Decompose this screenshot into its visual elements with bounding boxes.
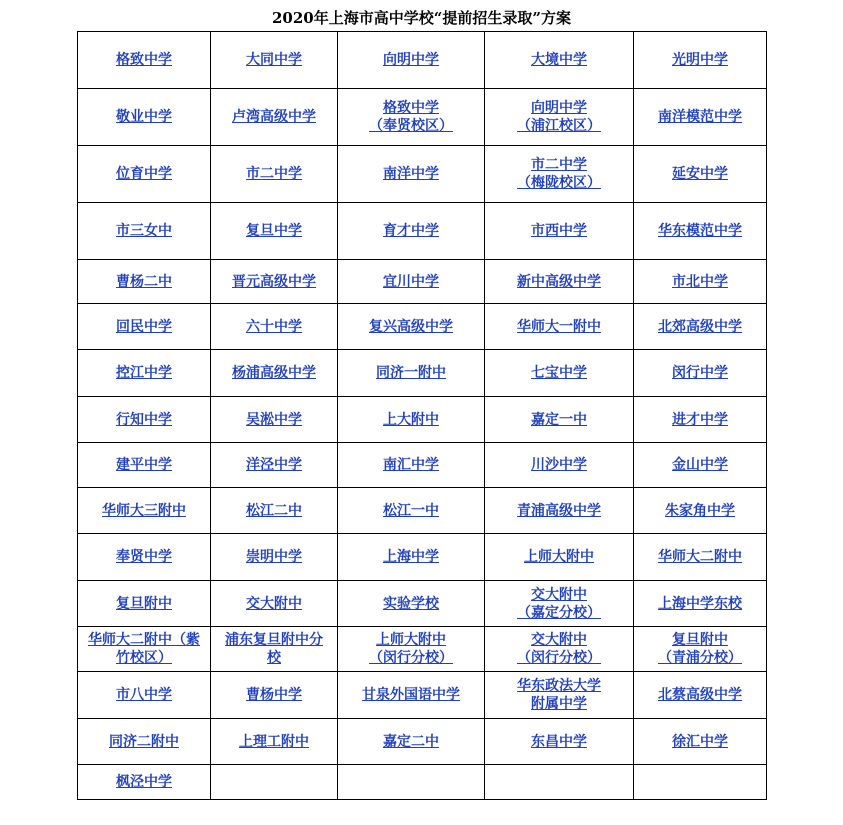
school-name-line: 回民中学 — [116, 318, 172, 335]
school-link[interactable] — [80, 631, 208, 667]
school-link[interactable] — [487, 502, 631, 520]
school-link[interactable] — [80, 456, 208, 474]
school-name-line: （青浦分校） — [658, 650, 742, 666]
school-name-line: 上海中学 — [383, 549, 439, 565]
table-cell — [211, 672, 338, 719]
page-title: 2020年上海市高中学校“提前招生录取”方案 — [271, 9, 571, 27]
school-link[interactable] — [636, 108, 764, 126]
school-name-line: 市八中学 — [116, 687, 172, 703]
table-row — [78, 719, 767, 765]
table-cell — [211, 397, 338, 443]
school-link[interactable] — [80, 502, 208, 520]
school-name-line: 上理工附中 — [239, 733, 309, 750]
school-table — [77, 31, 767, 800]
school-name-line: （浦江校区） — [517, 118, 601, 134]
table-cell — [338, 581, 485, 627]
school-name-line: 同济一附中 — [376, 365, 446, 381]
table-cell — [211, 534, 338, 581]
table-cell — [634, 350, 767, 397]
school-name-line: 复旦附中 — [116, 595, 172, 612]
school-name-line: 曹杨二中 — [116, 273, 172, 290]
school-name-line: 建平中学 — [116, 457, 172, 473]
school-name-line: 市三女中 — [116, 223, 172, 239]
school-link[interactable] — [340, 502, 482, 520]
school-name-line: （闵行分校） — [369, 650, 453, 666]
table-cell — [634, 488, 767, 534]
table-cell — [211, 443, 338, 488]
table-cell — [485, 304, 634, 350]
school-link[interactable] — [80, 273, 208, 291]
school-link[interactable] — [636, 548, 764, 566]
school-link[interactable] — [80, 733, 208, 751]
table-cell — [338, 350, 485, 397]
school-link[interactable] — [80, 595, 208, 613]
table-cell — [338, 203, 485, 260]
school-name-line: 南洋模范中学 — [658, 109, 742, 125]
school-link[interactable] — [80, 364, 208, 382]
school-name-line: （闵行分校） — [517, 650, 601, 666]
school-link[interactable] — [636, 686, 764, 704]
school-name-line: 青浦高级中学 — [517, 502, 601, 519]
school-name-line: 市二中学 — [531, 157, 587, 173]
school-name-line: 甘泉外国语中学 — [362, 687, 460, 703]
school-link[interactable] — [636, 502, 764, 520]
table-row — [78, 89, 767, 146]
school-name-line: 华东政法大学 — [517, 678, 601, 694]
table-cell — [634, 534, 767, 581]
table-row — [78, 765, 767, 800]
school-link[interactable] — [80, 686, 208, 704]
table-cell — [78, 443, 211, 488]
table-cell — [485, 581, 634, 627]
school-link[interactable] — [340, 318, 482, 336]
school-link[interactable] — [80, 51, 208, 69]
school-name-line: 宜川中学 — [383, 273, 439, 290]
table-row — [78, 488, 767, 534]
school-link[interactable] — [487, 364, 631, 382]
school-name-line: 控江中学 — [116, 365, 172, 381]
school-link[interactable] — [487, 677, 631, 713]
table-cell — [338, 32, 485, 89]
table-cell — [338, 765, 485, 800]
school-name-line: 进才中学 — [672, 411, 728, 428]
table-cell — [338, 146, 485, 203]
table-cell — [634, 89, 767, 146]
table-cell — [211, 627, 338, 672]
table-cell — [485, 146, 634, 203]
school-name-line: 实验学校 — [383, 595, 439, 612]
school-link[interactable] — [340, 456, 482, 474]
school-link[interactable] — [80, 222, 208, 240]
school-name-line: 卢湾高级中学 — [232, 109, 316, 125]
school-link[interactable] — [213, 631, 335, 667]
school-name-line: 曹杨中学 — [246, 687, 302, 703]
school-name-line: 交大附中 — [531, 632, 587, 648]
school-name-line: 校 — [267, 650, 281, 666]
school-name-line: 松江二中 — [246, 502, 302, 519]
table-cell — [338, 672, 485, 719]
table-cell — [78, 397, 211, 443]
school-link[interactable] — [340, 548, 482, 566]
table-cell — [78, 304, 211, 350]
table-cell — [485, 350, 634, 397]
school-link[interactable] — [80, 411, 208, 429]
school-link[interactable] — [487, 631, 631, 667]
school-name-line: 光明中学 — [672, 52, 728, 68]
table-cell — [485, 765, 634, 800]
table-cell — [485, 534, 634, 581]
school-name-line: 金山中学 — [672, 457, 728, 473]
school-name-line: 市西中学 — [531, 223, 587, 239]
table-row — [78, 443, 767, 488]
school-link[interactable] — [340, 631, 482, 667]
school-link[interactable] — [213, 273, 335, 291]
table-cell — [78, 146, 211, 203]
school-link[interactable] — [636, 318, 764, 336]
school-link[interactable] — [213, 222, 335, 240]
school-link[interactable] — [213, 165, 335, 183]
table-cell — [211, 581, 338, 627]
school-name-line: 大同中学 — [246, 52, 302, 68]
school-link[interactable] — [487, 318, 631, 336]
school-name-line: 上师大附中 — [376, 632, 446, 648]
school-name-line: 交大附中 — [531, 586, 587, 603]
school-name-line: 上大附中 — [383, 411, 439, 428]
school-link[interactable] — [80, 165, 208, 183]
school-link[interactable] — [340, 733, 482, 751]
table-cell — [485, 719, 634, 765]
school-link[interactable] — [213, 411, 335, 429]
school-link[interactable] — [340, 165, 482, 183]
table-row — [78, 397, 767, 443]
school-link[interactable] — [213, 364, 335, 382]
school-link[interactable] — [636, 733, 764, 751]
table-cell — [634, 304, 767, 350]
table-cell — [78, 32, 211, 89]
table-cell — [338, 304, 485, 350]
school-link[interactable] — [340, 595, 482, 613]
school-name-line: 崇明中学 — [246, 549, 302, 565]
school-name-line: 南汇中学 — [383, 457, 439, 473]
school-name-line: 同济二附中 — [109, 733, 179, 750]
school-name-line: 延安中学 — [672, 166, 728, 182]
table-cell — [78, 765, 211, 800]
school-link[interactable] — [213, 318, 335, 336]
school-name-line: 格致中学 — [383, 100, 439, 116]
school-link[interactable] — [340, 686, 482, 704]
school-name-line: 大境中学 — [531, 52, 587, 68]
school-name-line: 交大附中 — [246, 595, 302, 612]
school-name-line: 向明中学 — [383, 52, 439, 68]
school-link[interactable] — [487, 586, 631, 622]
table-cell — [211, 89, 338, 146]
table-row — [78, 304, 767, 350]
school-link[interactable] — [213, 456, 335, 474]
table-row — [78, 627, 767, 672]
school-name-line: 复旦中学 — [246, 223, 302, 239]
table-cell — [485, 203, 634, 260]
table-cell — [634, 397, 767, 443]
table-cell — [634, 146, 767, 203]
school-name-line: 闵行中学 — [672, 365, 728, 381]
school-link[interactable] — [636, 411, 764, 429]
school-link[interactable] — [340, 222, 482, 240]
school-name-line: 枫泾中学 — [116, 774, 172, 790]
table-cell — [211, 765, 338, 800]
table-cell — [78, 203, 211, 260]
table-cell — [211, 719, 338, 765]
table-cell — [78, 581, 211, 627]
school-name-line: 华师大二附中（紫 — [88, 632, 200, 648]
school-name-line: 晋元高级中学 — [232, 273, 316, 290]
table-cell — [211, 203, 338, 260]
school-link[interactable] — [340, 99, 482, 135]
school-link[interactable] — [636, 222, 764, 240]
table-row — [78, 350, 767, 397]
table-cell — [634, 719, 767, 765]
school-name-line: 位育中学 — [116, 166, 172, 182]
school-link[interactable] — [487, 99, 631, 135]
table-cell — [211, 488, 338, 534]
school-name-line: 育才中学 — [383, 223, 439, 239]
table-cell — [78, 89, 211, 146]
table-cell — [211, 32, 338, 89]
table-cell — [78, 672, 211, 719]
school-link[interactable] — [487, 51, 631, 69]
table-row — [78, 672, 767, 719]
school-name-line: 奉贤中学 — [116, 549, 172, 565]
school-link[interactable] — [487, 156, 631, 192]
school-name-line: 上师大附中 — [524, 549, 594, 565]
school-name-line: 行知中学 — [116, 411, 172, 428]
table-row — [78, 32, 767, 89]
school-link[interactable] — [340, 411, 482, 429]
school-name-line: 敬业中学 — [116, 109, 172, 125]
school-link[interactable] — [213, 51, 335, 69]
table-cell — [634, 443, 767, 488]
school-link[interactable] — [80, 773, 208, 791]
school-link[interactable] — [487, 456, 631, 474]
table-cell — [634, 672, 767, 719]
school-name-line: 嘉定二中 — [383, 733, 439, 750]
school-link[interactable] — [340, 364, 482, 382]
school-name-line: 市二中学 — [246, 166, 302, 182]
school-name-line: 北郊高级中学 — [658, 318, 742, 335]
table-row — [78, 534, 767, 581]
table-cell — [338, 534, 485, 581]
table-cell — [485, 443, 634, 488]
table-cell — [634, 581, 767, 627]
school-link[interactable] — [487, 222, 631, 240]
school-name-line: 吴淞中学 — [246, 411, 302, 428]
table-cell — [211, 350, 338, 397]
table-cell — [78, 534, 211, 581]
school-name-line: 杨浦高级中学 — [232, 365, 316, 381]
table-row — [78, 146, 767, 203]
school-table-body — [78, 32, 767, 800]
table-cell — [338, 627, 485, 672]
school-name-line: 川沙中学 — [531, 457, 587, 473]
school-name-line: 北蔡高级中学 — [658, 687, 742, 703]
table-cell — [338, 89, 485, 146]
school-link[interactable] — [213, 502, 335, 520]
school-name-line: 浦东复旦附中分 — [225, 632, 323, 648]
table-cell — [485, 397, 634, 443]
school-link[interactable] — [487, 548, 631, 566]
table-cell — [338, 719, 485, 765]
table-cell — [211, 146, 338, 203]
school-name-line: （奉贤校区） — [369, 118, 453, 134]
table-cell — [338, 443, 485, 488]
school-name-line: （梅陇校区） — [517, 175, 601, 191]
table-row — [78, 581, 767, 627]
school-link[interactable] — [636, 456, 764, 474]
table-cell — [485, 89, 634, 146]
school-name-line: 徐汇中学 — [672, 733, 728, 750]
school-name-line: 复兴高级中学 — [369, 318, 453, 335]
table-cell — [485, 488, 634, 534]
school-name-line: 六十中学 — [246, 318, 302, 335]
school-link[interactable] — [636, 51, 764, 69]
school-link[interactable] — [340, 51, 482, 69]
table-cell — [78, 627, 211, 672]
school-name-line: 七宝中学 — [531, 365, 587, 381]
table-row — [78, 260, 767, 304]
school-link[interactable] — [80, 318, 208, 336]
school-link[interactable] — [213, 686, 335, 704]
table-cell — [485, 32, 634, 89]
table-cell — [338, 488, 485, 534]
school-link[interactable] — [636, 364, 764, 382]
school-name-line: 向明中学 — [531, 100, 587, 116]
table-cell — [78, 350, 211, 397]
table-cell — [634, 203, 767, 260]
school-name-line: 格致中学 — [116, 52, 172, 68]
table-cell — [634, 765, 767, 800]
school-link[interactable] — [487, 273, 631, 291]
school-name-line: 新中高级中学 — [517, 273, 601, 290]
table-cell — [338, 260, 485, 304]
table-cell — [78, 260, 211, 304]
school-link[interactable] — [487, 411, 631, 429]
school-name-line: 洋泾中学 — [246, 457, 302, 473]
table-cell — [634, 627, 767, 672]
table-cell — [634, 32, 767, 89]
table-cell — [485, 627, 634, 672]
school-name-line: 市北中学 — [672, 273, 728, 290]
table-row — [78, 203, 767, 260]
school-name-line: 松江一中 — [383, 502, 439, 519]
table-cell — [485, 672, 634, 719]
school-name-line: 上海中学东校 — [658, 595, 742, 612]
school-name-line: 华师大三附中 — [102, 502, 186, 519]
school-link[interactable] — [80, 108, 208, 126]
school-name-line: 南洋中学 — [383, 166, 439, 182]
table-cell — [338, 397, 485, 443]
school-name-line: 嘉定一中 — [531, 411, 587, 428]
school-name-line: 东昌中学 — [531, 733, 587, 750]
school-name-line: 华师大一附中 — [517, 318, 601, 335]
school-link[interactable] — [636, 631, 764, 667]
school-link[interactable] — [340, 273, 482, 291]
school-link[interactable] — [213, 548, 335, 566]
school-name-line: 华师大二附中 — [658, 549, 742, 565]
table-cell — [78, 719, 211, 765]
school-name-line: 复旦附中 — [672, 632, 728, 648]
school-link[interactable] — [80, 548, 208, 566]
school-name-line: 竹校区） — [116, 650, 172, 666]
school-name-line: 附属中学 — [531, 696, 587, 712]
table-cell — [211, 260, 338, 304]
school-link[interactable] — [636, 273, 764, 291]
school-name-line: （嘉定分校） — [517, 604, 601, 621]
table-cell — [211, 304, 338, 350]
school-link[interactable] — [213, 595, 335, 613]
school-name-line: 朱家角中学 — [665, 502, 735, 519]
school-link[interactable] — [636, 165, 764, 183]
school-name-line: 华东模范中学 — [658, 223, 742, 239]
school-link[interactable] — [487, 733, 631, 751]
table-cell — [78, 488, 211, 534]
school-link[interactable] — [636, 595, 764, 613]
table-cell — [634, 260, 767, 304]
school-link[interactable] — [213, 108, 335, 126]
school-link[interactable] — [213, 733, 335, 751]
table-cell — [485, 260, 634, 304]
